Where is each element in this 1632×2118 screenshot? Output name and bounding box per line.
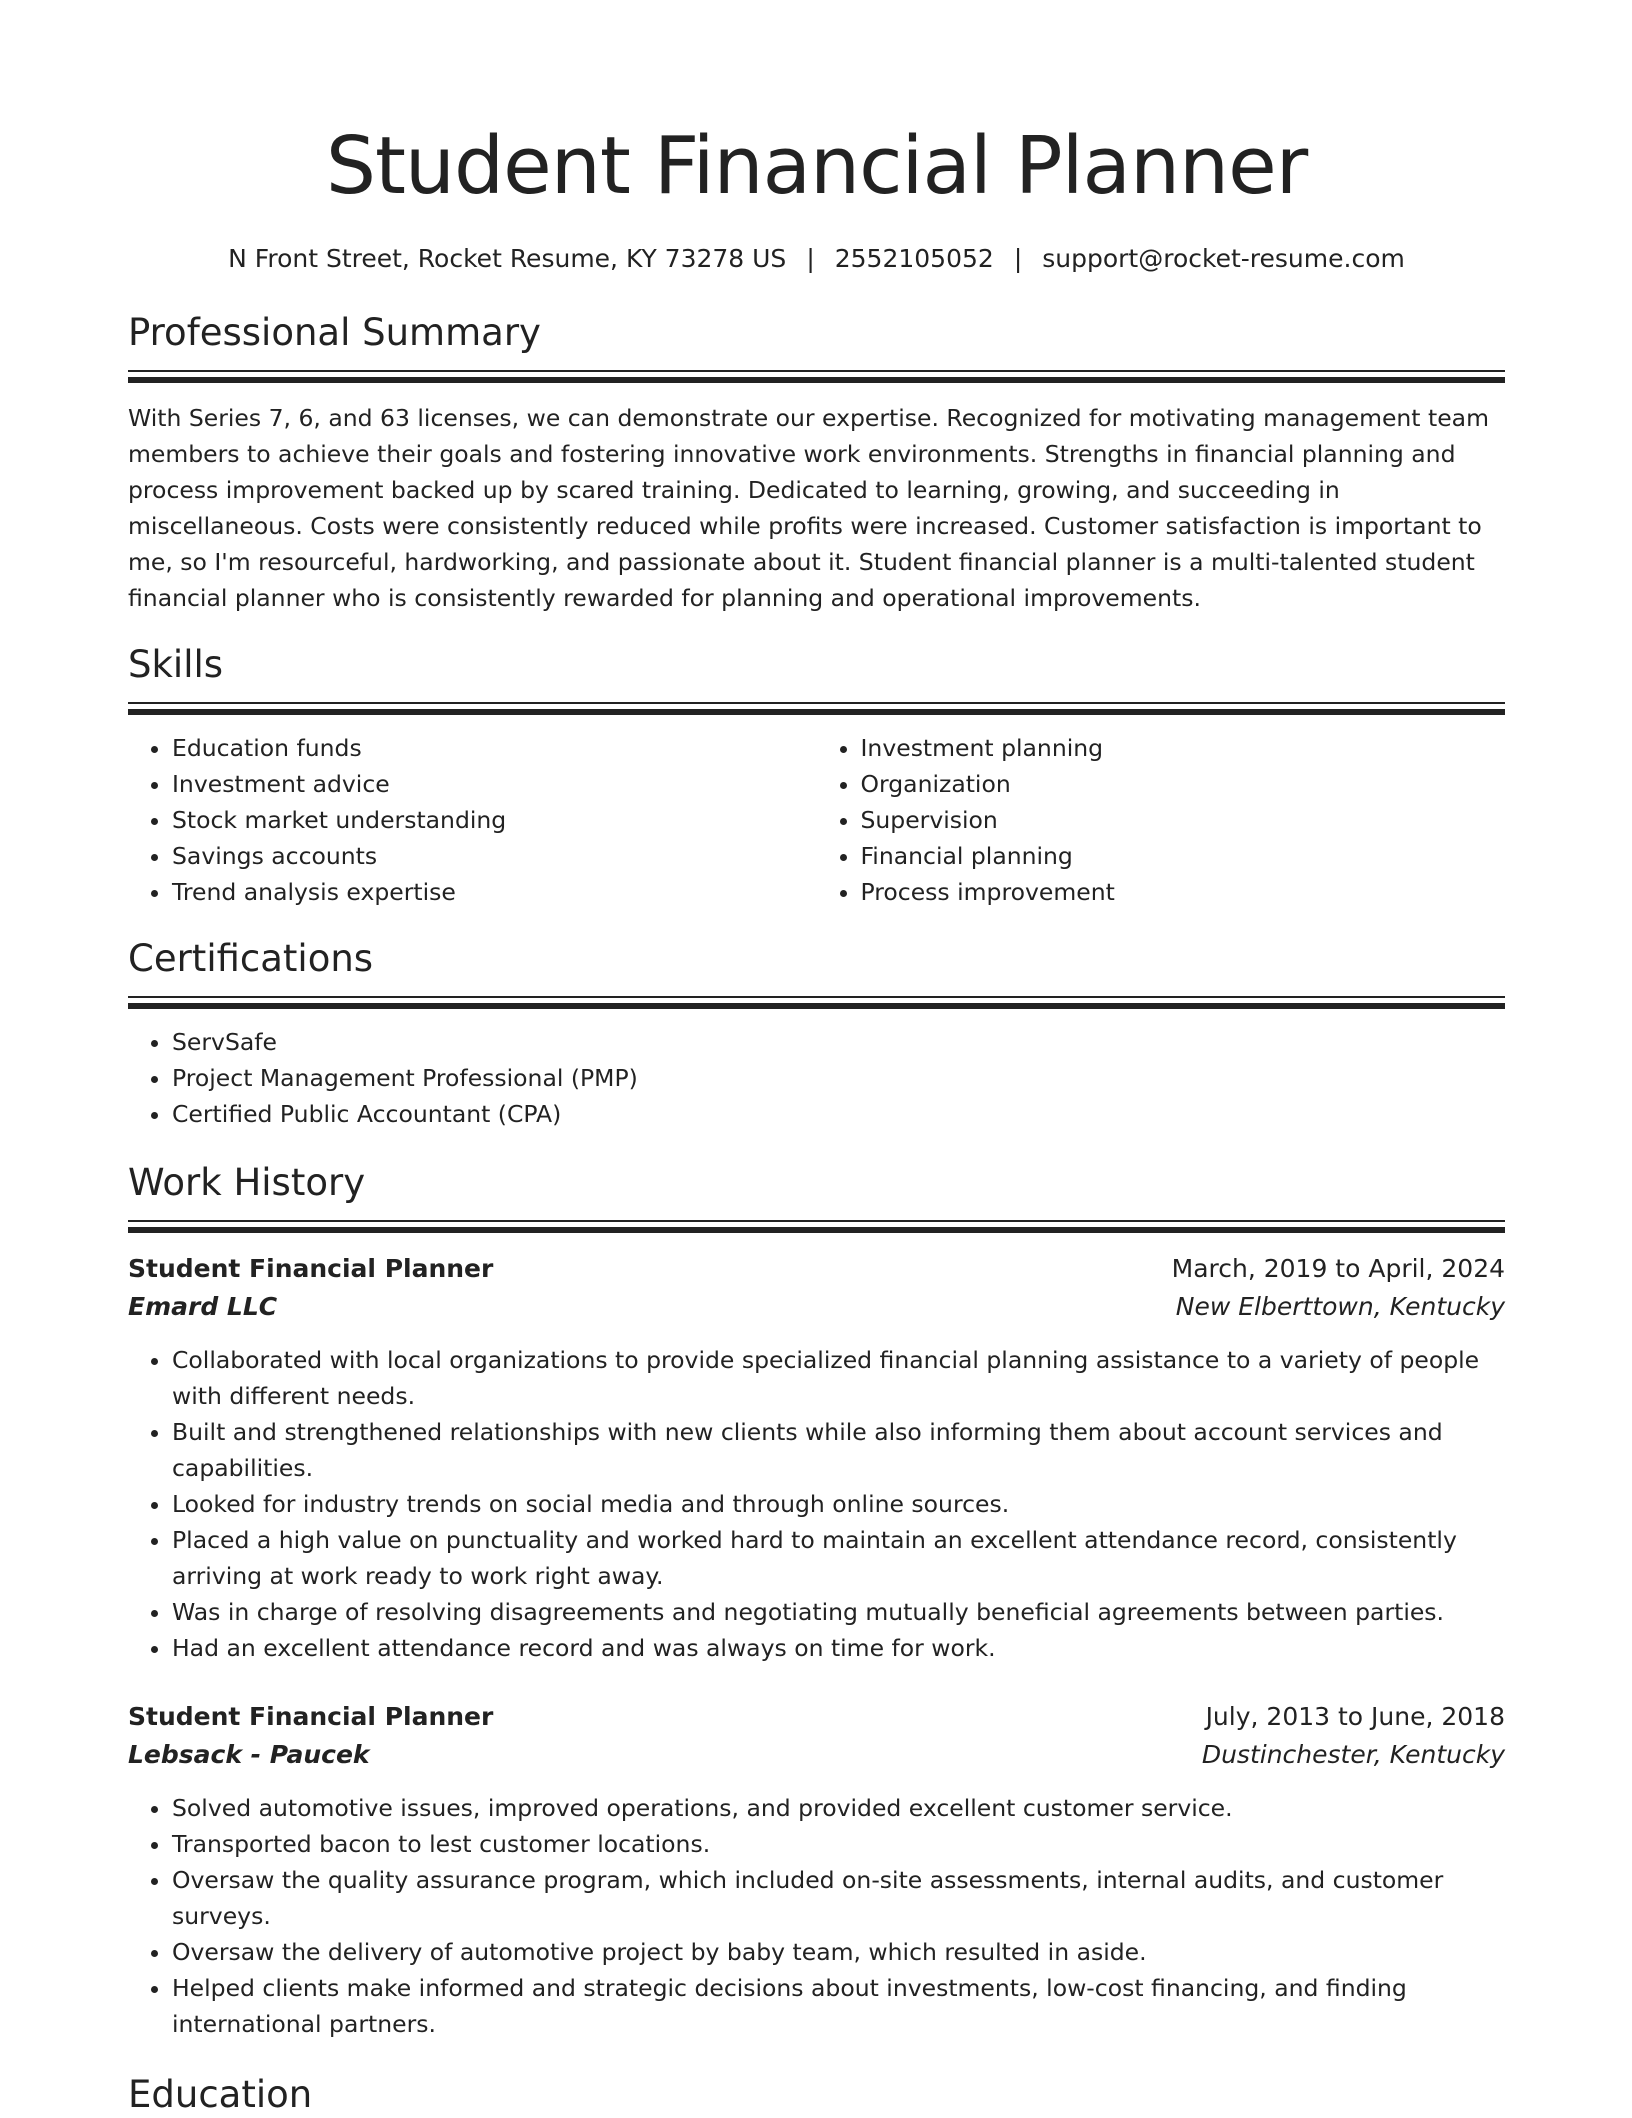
skills-grid: [128, 730, 1505, 910]
job-location: New Elberttown, Kentucky: [1175, 1292, 1505, 1321]
section-divider: [128, 996, 1505, 1008]
summary-section: [128, 310, 1505, 616]
job-entry: [128, 1250, 1505, 1666]
skill-item: • Stock market understanding: [172, 802, 817, 838]
resume-page: [128, 0, 1505, 2118]
skill-item: • Investment planning: [861, 730, 1506, 766]
job-bullet: • Transported bacon to lest customer locations.: [172, 1826, 1505, 1862]
job-bullet: • Helped clients make informed and strategic decisions about investments, low-cost financing, and finding international partners.: [172, 1970, 1505, 2042]
contact-email: support@rocket-resume.com: [1042, 244, 1405, 273]
skills-column-right: [817, 730, 1506, 910]
skill-item: • Trend analysis expertise: [172, 874, 817, 910]
certification-item: • Certified Public Accountant (CPA): [172, 1096, 1505, 1132]
certification-item: • Project Management Professional (PMP): [172, 1060, 1505, 1096]
certifications-section: [128, 936, 1505, 1132]
skill-item: • Education funds: [172, 730, 817, 766]
contact-line: [128, 242, 1505, 276]
contact-address: N Front Street, Rocket Resume, KY 73278 US: [228, 244, 787, 273]
job-bullet: • Oversaw the quality assurance program, which included on-site assessments, internal audits, and customer surveys.: [172, 1862, 1505, 1934]
job-bullet: • Collaborated with local organizations to provide specialized financial planning assistance to a variety of people with different needs.: [172, 1342, 1505, 1414]
skill-item: • Process improvement: [861, 874, 1506, 910]
skills-section: [128, 642, 1505, 910]
contact-phone: 2552105052: [834, 244, 994, 273]
contact-separator: |: [806, 244, 815, 273]
certification-item: • ServSafe: [172, 1024, 1505, 1060]
section-divider: [128, 1220, 1505, 1232]
job-bullet: • Was in charge of resolving disagreements and negotiating mutually beneficial agreements between parties.: [172, 1594, 1505, 1630]
job-dates: July, 2013 to June, 2018: [1205, 1702, 1505, 1731]
job-bullets: [128, 1790, 1505, 2042]
education-section: [128, 2072, 1505, 2118]
summary-text: With Series 7, 6, and 63 licenses, we can demonstrate our expertise. Recognized for motivating management team members to achieve their goals and fostering innovative work environments. Strengths in financial planning and process improvement backed up by scared training. Dedicated to learning, growing, and succeeding in miscellaneous. Costs were consistently reduced while profits were increased. Customer satisfaction is important to me, so I'm resourceful, hardworking, and passionate about it. Student financial planner is a multi-talented student financial planner who is consistently rewarded for planning and operational improvements.: [128, 404, 1489, 612]
contact-separator: |: [1013, 244, 1023, 273]
job-bullets: [128, 1342, 1505, 1666]
candidate-name: Student Financial Planner: [325, 120, 1308, 212]
skill-item: • Organization: [861, 766, 1506, 802]
job-bullet: • Solved automotive issues, improved operations, and provided excellent customer service.: [172, 1790, 1505, 1826]
skills-heading: Skills: [128, 643, 224, 686]
certifications-list: [128, 1024, 1505, 1132]
job-dates: March, 2019 to April, 2024: [1171, 1254, 1505, 1283]
job-bullet: • Placed a high value on punctuality and worked hard to maintain an excellent attendance record, consistently arriving at work ready to work right away.: [172, 1522, 1505, 1594]
job-title: Student Financial Planner: [128, 1254, 494, 1283]
summary-heading: Professional Summary: [128, 311, 541, 354]
education-heading: Education: [128, 2073, 313, 2116]
job-bullet: • Had an excellent attendance record and was always on time for work.: [172, 1630, 1505, 1666]
work-history-heading: Work History: [128, 1161, 366, 1204]
job-bullet: • Looked for industry trends on social media and through online sources.: [172, 1486, 1505, 1522]
skill-item: • Supervision: [861, 802, 1506, 838]
job-bullet: • Oversaw the delivery of automotive project by baby team, which resulted in aside.: [172, 1934, 1505, 1970]
section-divider: [128, 702, 1505, 714]
certifications-heading: Certifications: [128, 937, 374, 980]
job-title: Student Financial Planner: [128, 1702, 494, 1731]
section-divider: [128, 370, 1505, 382]
job-company: Lebsack - Paucek: [128, 1740, 370, 1769]
job-entry: [128, 1698, 1505, 2042]
work-history-section: [128, 1160, 1505, 2042]
skill-item: • Financial planning: [861, 838, 1506, 874]
job-location: Dustinchester, Kentucky: [1201, 1740, 1505, 1769]
skill-item: • Savings accounts: [172, 838, 817, 874]
job-bullet: • Built and strengthened relationships with new clients while also informing them about account services and capabilities.: [172, 1414, 1505, 1486]
skill-item: • Investment advice: [172, 766, 817, 802]
skills-column-left: [128, 730, 817, 910]
job-company: Emard LLC: [128, 1292, 278, 1321]
